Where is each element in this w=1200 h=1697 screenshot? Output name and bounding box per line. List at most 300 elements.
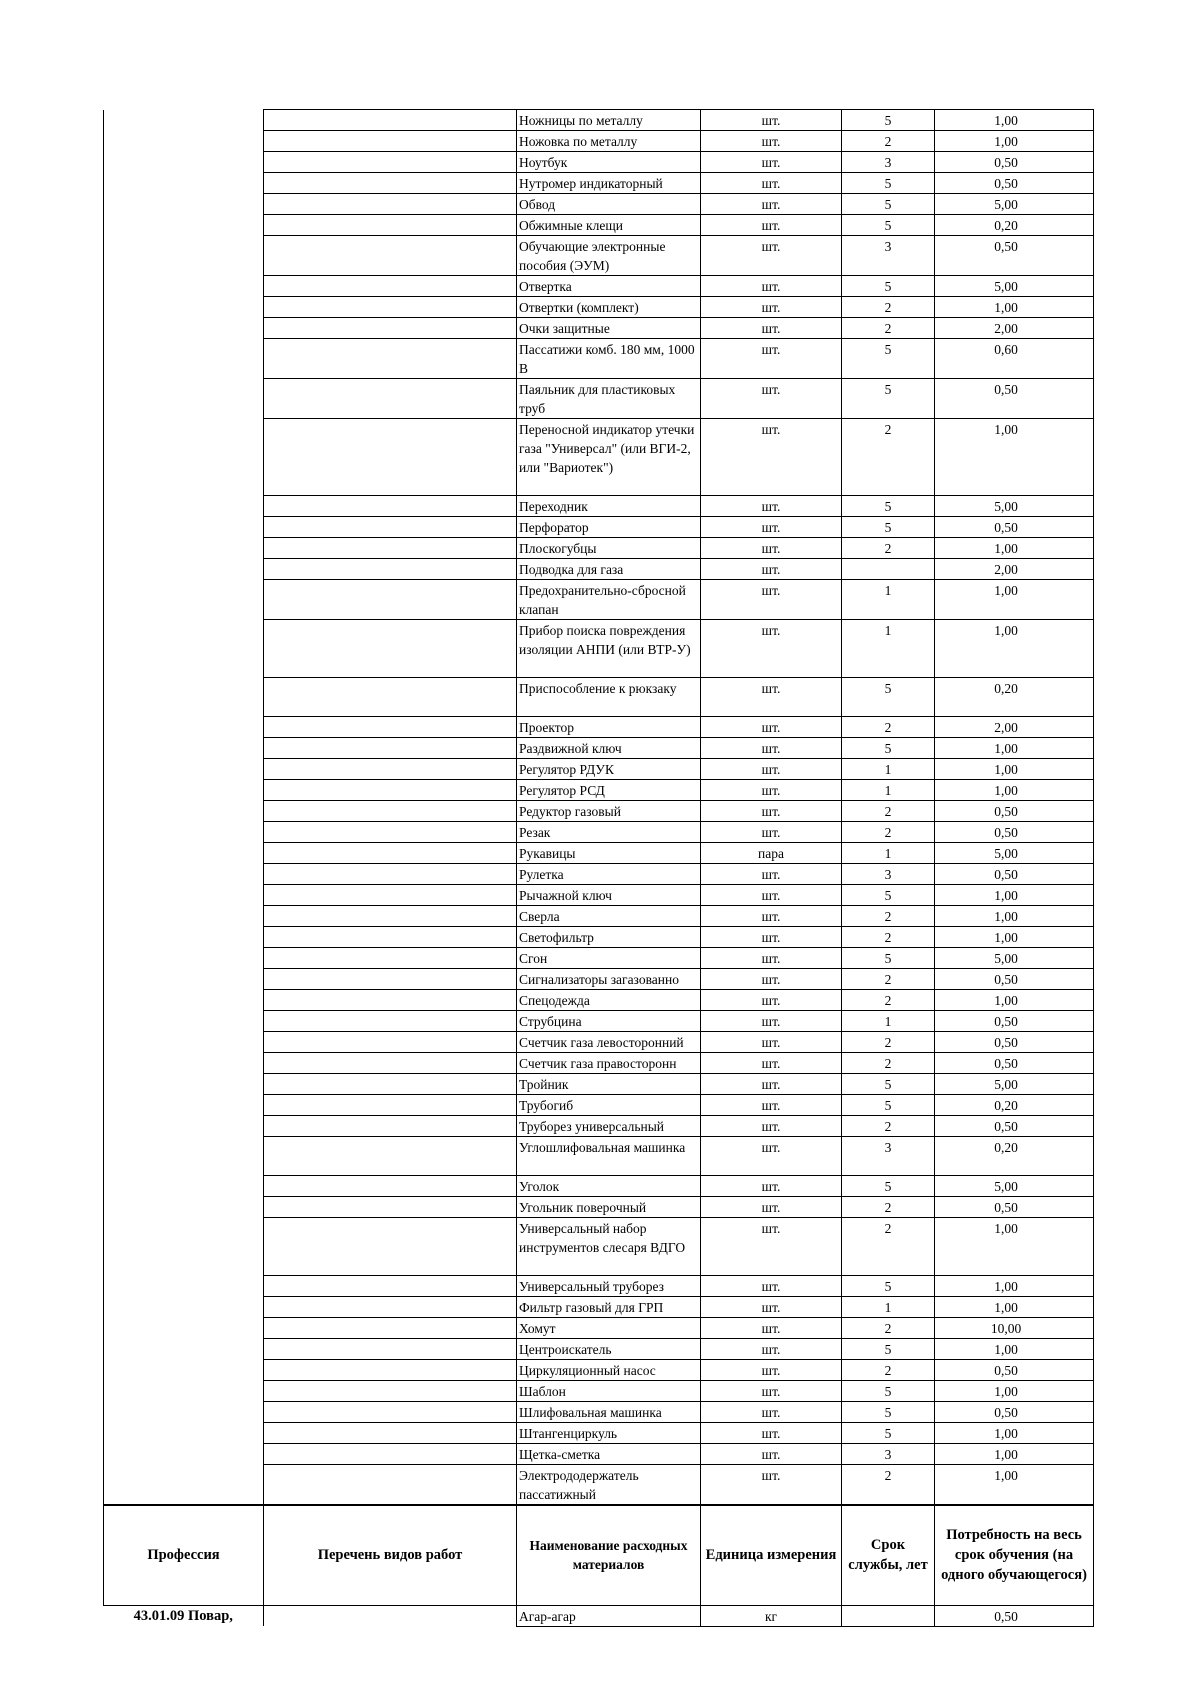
table-row (104, 801, 1094, 822)
table-row (104, 1218, 1094, 1276)
row-material-name: Отвертки (комплект) (517, 297, 701, 318)
row-service-life: 1 (842, 1011, 935, 1032)
row-profession (104, 496, 264, 517)
row-material-name: Обжимные клещи (517, 215, 701, 236)
table-row (104, 1605, 1094, 1626)
row-need: 0,50 (935, 1360, 1094, 1381)
row-work-types (264, 1318, 517, 1339)
row-service-life: 1 (842, 843, 935, 864)
row-profession (104, 906, 264, 927)
row-unit: шт. (701, 1423, 842, 1444)
row-unit: шт. (701, 1116, 842, 1137)
row-profession (104, 152, 264, 173)
row-work-types (264, 1053, 517, 1074)
row-unit: шт. (701, 1465, 842, 1506)
row-unit: шт. (701, 780, 842, 801)
row-work-types (264, 1381, 517, 1402)
row-service-life (842, 559, 935, 580)
row-material-name: Рулетка (517, 864, 701, 885)
row-work-types (264, 1465, 517, 1506)
row-work-types (264, 131, 517, 152)
row-need: 0,50 (935, 173, 1094, 194)
row-unit: шт. (701, 885, 842, 906)
row-material-name: Раздвижной ключ (517, 738, 701, 759)
row-service-life: 5 (842, 738, 935, 759)
row-work-types (264, 538, 517, 559)
row-material-name: Сгон (517, 948, 701, 969)
row-need: 5,00 (935, 194, 1094, 215)
table-row (104, 1197, 1094, 1218)
row-need: 1,00 (935, 759, 1094, 780)
row-profession: 43.01.09 Повар, (104, 1605, 264, 1626)
row-work-types (264, 379, 517, 419)
row-service-life: 5 (842, 339, 935, 379)
table-row (104, 131, 1094, 152)
row-profession (104, 738, 264, 759)
row-unit: шт. (701, 906, 842, 927)
row-profession (104, 297, 264, 318)
row-need: 0,50 (935, 517, 1094, 538)
row-work-types (264, 927, 517, 948)
row-unit: шт. (701, 110, 842, 131)
document-page (103, 109, 1094, 1627)
row-work-types (264, 620, 517, 678)
row-unit: шт. (701, 379, 842, 419)
row-need: 0,50 (935, 236, 1094, 276)
row-unit: шт. (701, 276, 842, 297)
row-profession (104, 1011, 264, 1032)
row-profession (104, 110, 264, 131)
table-body (104, 110, 1094, 1506)
row-unit: шт. (701, 759, 842, 780)
table-row (104, 517, 1094, 538)
table-row (104, 538, 1094, 559)
row-work-types (264, 1444, 517, 1465)
table-row (104, 969, 1094, 990)
row-work-types (264, 969, 517, 990)
table-row (104, 1176, 1094, 1197)
row-profession (104, 1318, 264, 1339)
row-need: 5,00 (935, 843, 1094, 864)
row-need: 0,50 (935, 822, 1094, 843)
table-row (104, 990, 1094, 1011)
row-unit: шт. (701, 1360, 842, 1381)
row-need: 1,00 (935, 1423, 1094, 1444)
table-row (104, 1318, 1094, 1339)
row-unit: шт. (701, 318, 842, 339)
row-service-life: 2 (842, 801, 935, 822)
table-row (104, 1032, 1094, 1053)
row-unit: шт. (701, 236, 842, 276)
row-work-types (264, 496, 517, 517)
row-service-life: 5 (842, 1276, 935, 1297)
column-header-row (104, 1505, 1094, 1605)
row-material-name: Обвод (517, 194, 701, 215)
row-profession (104, 1218, 264, 1276)
row-profession (104, 990, 264, 1011)
row-need: 1,00 (935, 738, 1094, 759)
row-unit: шт. (701, 559, 842, 580)
row-material-name: Отвертка (517, 276, 701, 297)
row-service-life: 2 (842, 297, 935, 318)
row-service-life: 2 (842, 1360, 935, 1381)
table-row (104, 1423, 1094, 1444)
row-profession (104, 236, 264, 276)
row-profession (104, 131, 264, 152)
table-row (104, 1095, 1094, 1116)
row-work-types (264, 580, 517, 620)
row-service-life: 3 (842, 1137, 935, 1176)
row-profession (104, 1360, 264, 1381)
row-service-life (842, 1605, 935, 1626)
row-need: 0,20 (935, 215, 1094, 236)
row-profession (104, 1444, 264, 1465)
row-profession (104, 318, 264, 339)
row-service-life: 5 (842, 1402, 935, 1423)
row-profession (104, 1339, 264, 1360)
row-material-name: Рычажной ключ (517, 885, 701, 906)
table-row (104, 1053, 1094, 1074)
row-material-name: Спецодежда (517, 990, 701, 1011)
row-service-life: 2 (842, 1465, 935, 1506)
row-work-types (264, 1032, 517, 1053)
row-service-life: 5 (842, 496, 935, 517)
row-profession (104, 419, 264, 496)
row-need: 1,00 (935, 620, 1094, 678)
row-profession (104, 780, 264, 801)
row-service-life: 5 (842, 1381, 935, 1402)
row-material-name: Ножницы по металлу (517, 110, 701, 131)
row-profession (104, 1402, 264, 1423)
row-need: 0,20 (935, 678, 1094, 717)
row-service-life: 5 (842, 194, 935, 215)
row-need: 1,00 (935, 1218, 1094, 1276)
row-unit: шт. (701, 1339, 842, 1360)
row-work-types (264, 1074, 517, 1095)
row-material-name: Перфоратор (517, 517, 701, 538)
row-unit: шт. (701, 131, 842, 152)
row-material-name: Циркуляционный насос (517, 1360, 701, 1381)
table-row (104, 173, 1094, 194)
row-profession (104, 517, 264, 538)
table-row (104, 1137, 1094, 1176)
row-need: 1,00 (935, 1444, 1094, 1465)
row-work-types (264, 1360, 517, 1381)
row-profession (104, 559, 264, 580)
row-material-name: Светофильтр (517, 927, 701, 948)
table-row (104, 496, 1094, 517)
table-row (104, 948, 1094, 969)
row-need: 1,00 (935, 1297, 1094, 1318)
table-row (104, 717, 1094, 738)
row-work-types (264, 1605, 517, 1626)
row-service-life: 5 (842, 885, 935, 906)
table-row (104, 318, 1094, 339)
row-work-types (264, 215, 517, 236)
header-work-types: Перечень видов работ (264, 1505, 517, 1605)
row-need: 1,00 (935, 906, 1094, 927)
row-profession (104, 864, 264, 885)
row-material-name: Переносной индикатор утечки газа "Универсал" (или ВГИ-2, или "Вариотек") (517, 419, 701, 496)
row-work-types (264, 1176, 517, 1197)
table-row (104, 864, 1094, 885)
row-material-name: Универсальный труборез (517, 1276, 701, 1297)
row-service-life: 2 (842, 1197, 935, 1218)
row-service-life: 2 (842, 1318, 935, 1339)
row-service-life: 2 (842, 1032, 935, 1053)
row-unit: шт. (701, 517, 842, 538)
row-material-name: Обучающие электронные пособия (ЭУМ) (517, 236, 701, 276)
table-row (104, 1297, 1094, 1318)
row-material-name: Шаблон (517, 1381, 701, 1402)
row-material-name: Угольник поверочный (517, 1197, 701, 1218)
row-need: 1,00 (935, 580, 1094, 620)
table-row (104, 194, 1094, 215)
row-material-name: Подводка для газа (517, 559, 701, 580)
row-unit: шт. (701, 152, 842, 173)
row-material-name: Счетчик газа правосторонн (517, 1053, 701, 1074)
table-row (104, 580, 1094, 620)
row-need: 2,00 (935, 559, 1094, 580)
row-unit: шт. (701, 1381, 842, 1402)
row-work-types (264, 152, 517, 173)
row-unit: шт. (701, 538, 842, 559)
header-profession: Профессия (104, 1505, 264, 1605)
row-service-life: 1 (842, 580, 935, 620)
row-unit: шт. (701, 173, 842, 194)
row-need: 0,50 (935, 1605, 1094, 1626)
row-work-types (264, 1218, 517, 1276)
row-work-types (264, 1197, 517, 1218)
row-service-life: 2 (842, 1218, 935, 1276)
row-unit: шт. (701, 864, 842, 885)
row-material-name: Труборез универсальный (517, 1116, 701, 1137)
row-material-name: Приспособление к рюкзаку (517, 678, 701, 717)
table-row (104, 339, 1094, 379)
row-need: 1,00 (935, 297, 1094, 318)
row-material-name: Ножовка по металлу (517, 131, 701, 152)
row-unit: шт. (701, 990, 842, 1011)
row-work-types (264, 339, 517, 379)
table-row (104, 843, 1094, 864)
row-unit: шт. (701, 1276, 842, 1297)
table-row (104, 559, 1094, 580)
row-service-life: 5 (842, 110, 935, 131)
row-material-name: Центроискатель (517, 1339, 701, 1360)
row-material-name: Резак (517, 822, 701, 843)
row-unit: шт. (701, 419, 842, 496)
row-service-life: 2 (842, 131, 935, 152)
row-work-types (264, 801, 517, 822)
table-row (104, 1116, 1094, 1137)
row-need: 0,50 (935, 379, 1094, 419)
row-need: 0,50 (935, 801, 1094, 822)
row-need: 10,00 (935, 1318, 1094, 1339)
header-need: Потребность на весь срок обучения (на одного обучающегося) (935, 1505, 1094, 1605)
row-service-life: 2 (842, 1053, 935, 1074)
row-service-life: 2 (842, 990, 935, 1011)
row-unit: шт. (701, 297, 842, 318)
row-work-types (264, 419, 517, 496)
row-profession (104, 1297, 264, 1318)
row-need: 1,00 (935, 990, 1094, 1011)
row-work-types (264, 1423, 517, 1444)
row-unit: пара (701, 843, 842, 864)
row-need: 1,00 (935, 1381, 1094, 1402)
row-profession (104, 822, 264, 843)
row-material-name: Агар-агар (517, 1605, 701, 1626)
row-work-types (264, 948, 517, 969)
row-need: 5,00 (935, 1176, 1094, 1197)
table-row (104, 780, 1094, 801)
row-profession (104, 620, 264, 678)
row-work-types (264, 173, 517, 194)
row-service-life: 5 (842, 379, 935, 419)
row-work-types (264, 738, 517, 759)
row-need: 0,50 (935, 864, 1094, 885)
row-work-types (264, 906, 517, 927)
table-row (104, 1381, 1094, 1402)
row-unit: шт. (701, 678, 842, 717)
row-material-name: Струбцина (517, 1011, 701, 1032)
header-service-life: Срок службы, лет (842, 1505, 935, 1605)
table-row (104, 1276, 1094, 1297)
table-row (104, 419, 1094, 496)
row-material-name: Хомут (517, 1318, 701, 1339)
row-material-name: Ноутбук (517, 152, 701, 173)
row-work-types (264, 517, 517, 538)
row-work-types (264, 843, 517, 864)
table-row (104, 620, 1094, 678)
table-row (104, 738, 1094, 759)
table-row (104, 822, 1094, 843)
row-unit: шт. (701, 496, 842, 517)
row-unit: шт. (701, 927, 842, 948)
row-unit: шт. (701, 948, 842, 969)
table-row (104, 236, 1094, 276)
row-material-name: Проектор (517, 717, 701, 738)
row-unit: шт. (701, 1095, 842, 1116)
row-need: 0,50 (935, 1053, 1094, 1074)
row-service-life: 1 (842, 780, 935, 801)
row-material-name: Регулятор РДУК (517, 759, 701, 780)
row-service-life: 5 (842, 678, 935, 717)
row-profession (104, 580, 264, 620)
row-work-types (264, 1297, 517, 1318)
row-service-life: 5 (842, 1095, 935, 1116)
row-service-life: 5 (842, 948, 935, 969)
row-service-life: 3 (842, 1444, 935, 1465)
row-unit: шт. (701, 194, 842, 215)
row-service-life: 2 (842, 717, 935, 738)
row-material-name: Трубогиб (517, 1095, 701, 1116)
row-service-life: 3 (842, 864, 935, 885)
row-work-types (264, 1276, 517, 1297)
row-profession (104, 759, 264, 780)
table-row (104, 276, 1094, 297)
row-work-types (264, 990, 517, 1011)
row-profession (104, 538, 264, 559)
table-row (104, 1011, 1094, 1032)
row-need: 1,00 (935, 1465, 1094, 1506)
row-material-name: Предохранительно-сбросной клапан (517, 580, 701, 620)
row-service-life: 1 (842, 759, 935, 780)
row-service-life: 5 (842, 517, 935, 538)
row-work-types (264, 780, 517, 801)
table-row (104, 759, 1094, 780)
row-work-types (264, 194, 517, 215)
row-unit: шт. (701, 1444, 842, 1465)
row-profession (104, 1465, 264, 1506)
row-work-types (264, 1095, 517, 1116)
row-need: 0,20 (935, 1137, 1094, 1176)
table-row (104, 1465, 1094, 1506)
table-row (104, 110, 1094, 131)
row-need: 5,00 (935, 276, 1094, 297)
row-work-types (264, 297, 517, 318)
row-profession (104, 194, 264, 215)
row-service-life: 2 (842, 927, 935, 948)
row-work-types (264, 559, 517, 580)
row-service-life: 1 (842, 620, 935, 678)
row-service-life: 1 (842, 1297, 935, 1318)
row-profession (104, 1276, 264, 1297)
row-profession (104, 339, 264, 379)
row-service-life: 5 (842, 1423, 935, 1444)
row-need: 0,20 (935, 1095, 1094, 1116)
row-service-life: 5 (842, 276, 935, 297)
row-material-name: Щетка-сметка (517, 1444, 701, 1465)
row-material-name: Пассатижи комб. 180 мм, 1000 В (517, 339, 701, 379)
row-profession (104, 717, 264, 738)
row-work-types (264, 1402, 517, 1423)
table-header-block (104, 1505, 1094, 1626)
row-work-types (264, 759, 517, 780)
row-profession (104, 948, 264, 969)
row-profession (104, 1116, 264, 1137)
row-need: 2,00 (935, 717, 1094, 738)
row-profession (104, 1423, 264, 1444)
row-material-name: Сверла (517, 906, 701, 927)
row-service-life: 3 (842, 152, 935, 173)
row-work-types (264, 1339, 517, 1360)
row-unit: шт. (701, 1053, 842, 1074)
row-profession (104, 1074, 264, 1095)
row-profession (104, 843, 264, 864)
row-profession (104, 801, 264, 822)
row-material-name: Углошлифовальная машинка (517, 1137, 701, 1176)
row-profession (104, 1032, 264, 1053)
table-row (104, 379, 1094, 419)
row-profession (104, 1176, 264, 1197)
table-row (104, 1360, 1094, 1381)
row-unit: шт. (701, 1137, 842, 1176)
row-service-life: 2 (842, 318, 935, 339)
row-material-name: Уголок (517, 1176, 701, 1197)
row-need: 0,50 (935, 152, 1094, 173)
row-work-types (264, 110, 517, 131)
row-work-types (264, 885, 517, 906)
row-need: 5,00 (935, 948, 1094, 969)
row-material-name: Нутромер индикаторный (517, 173, 701, 194)
row-work-types (264, 1116, 517, 1137)
row-unit: шт. (701, 1011, 842, 1032)
row-work-types (264, 678, 517, 717)
row-work-types (264, 717, 517, 738)
row-profession (104, 678, 264, 717)
row-service-life: 2 (842, 1116, 935, 1137)
row-service-life: 2 (842, 419, 935, 496)
